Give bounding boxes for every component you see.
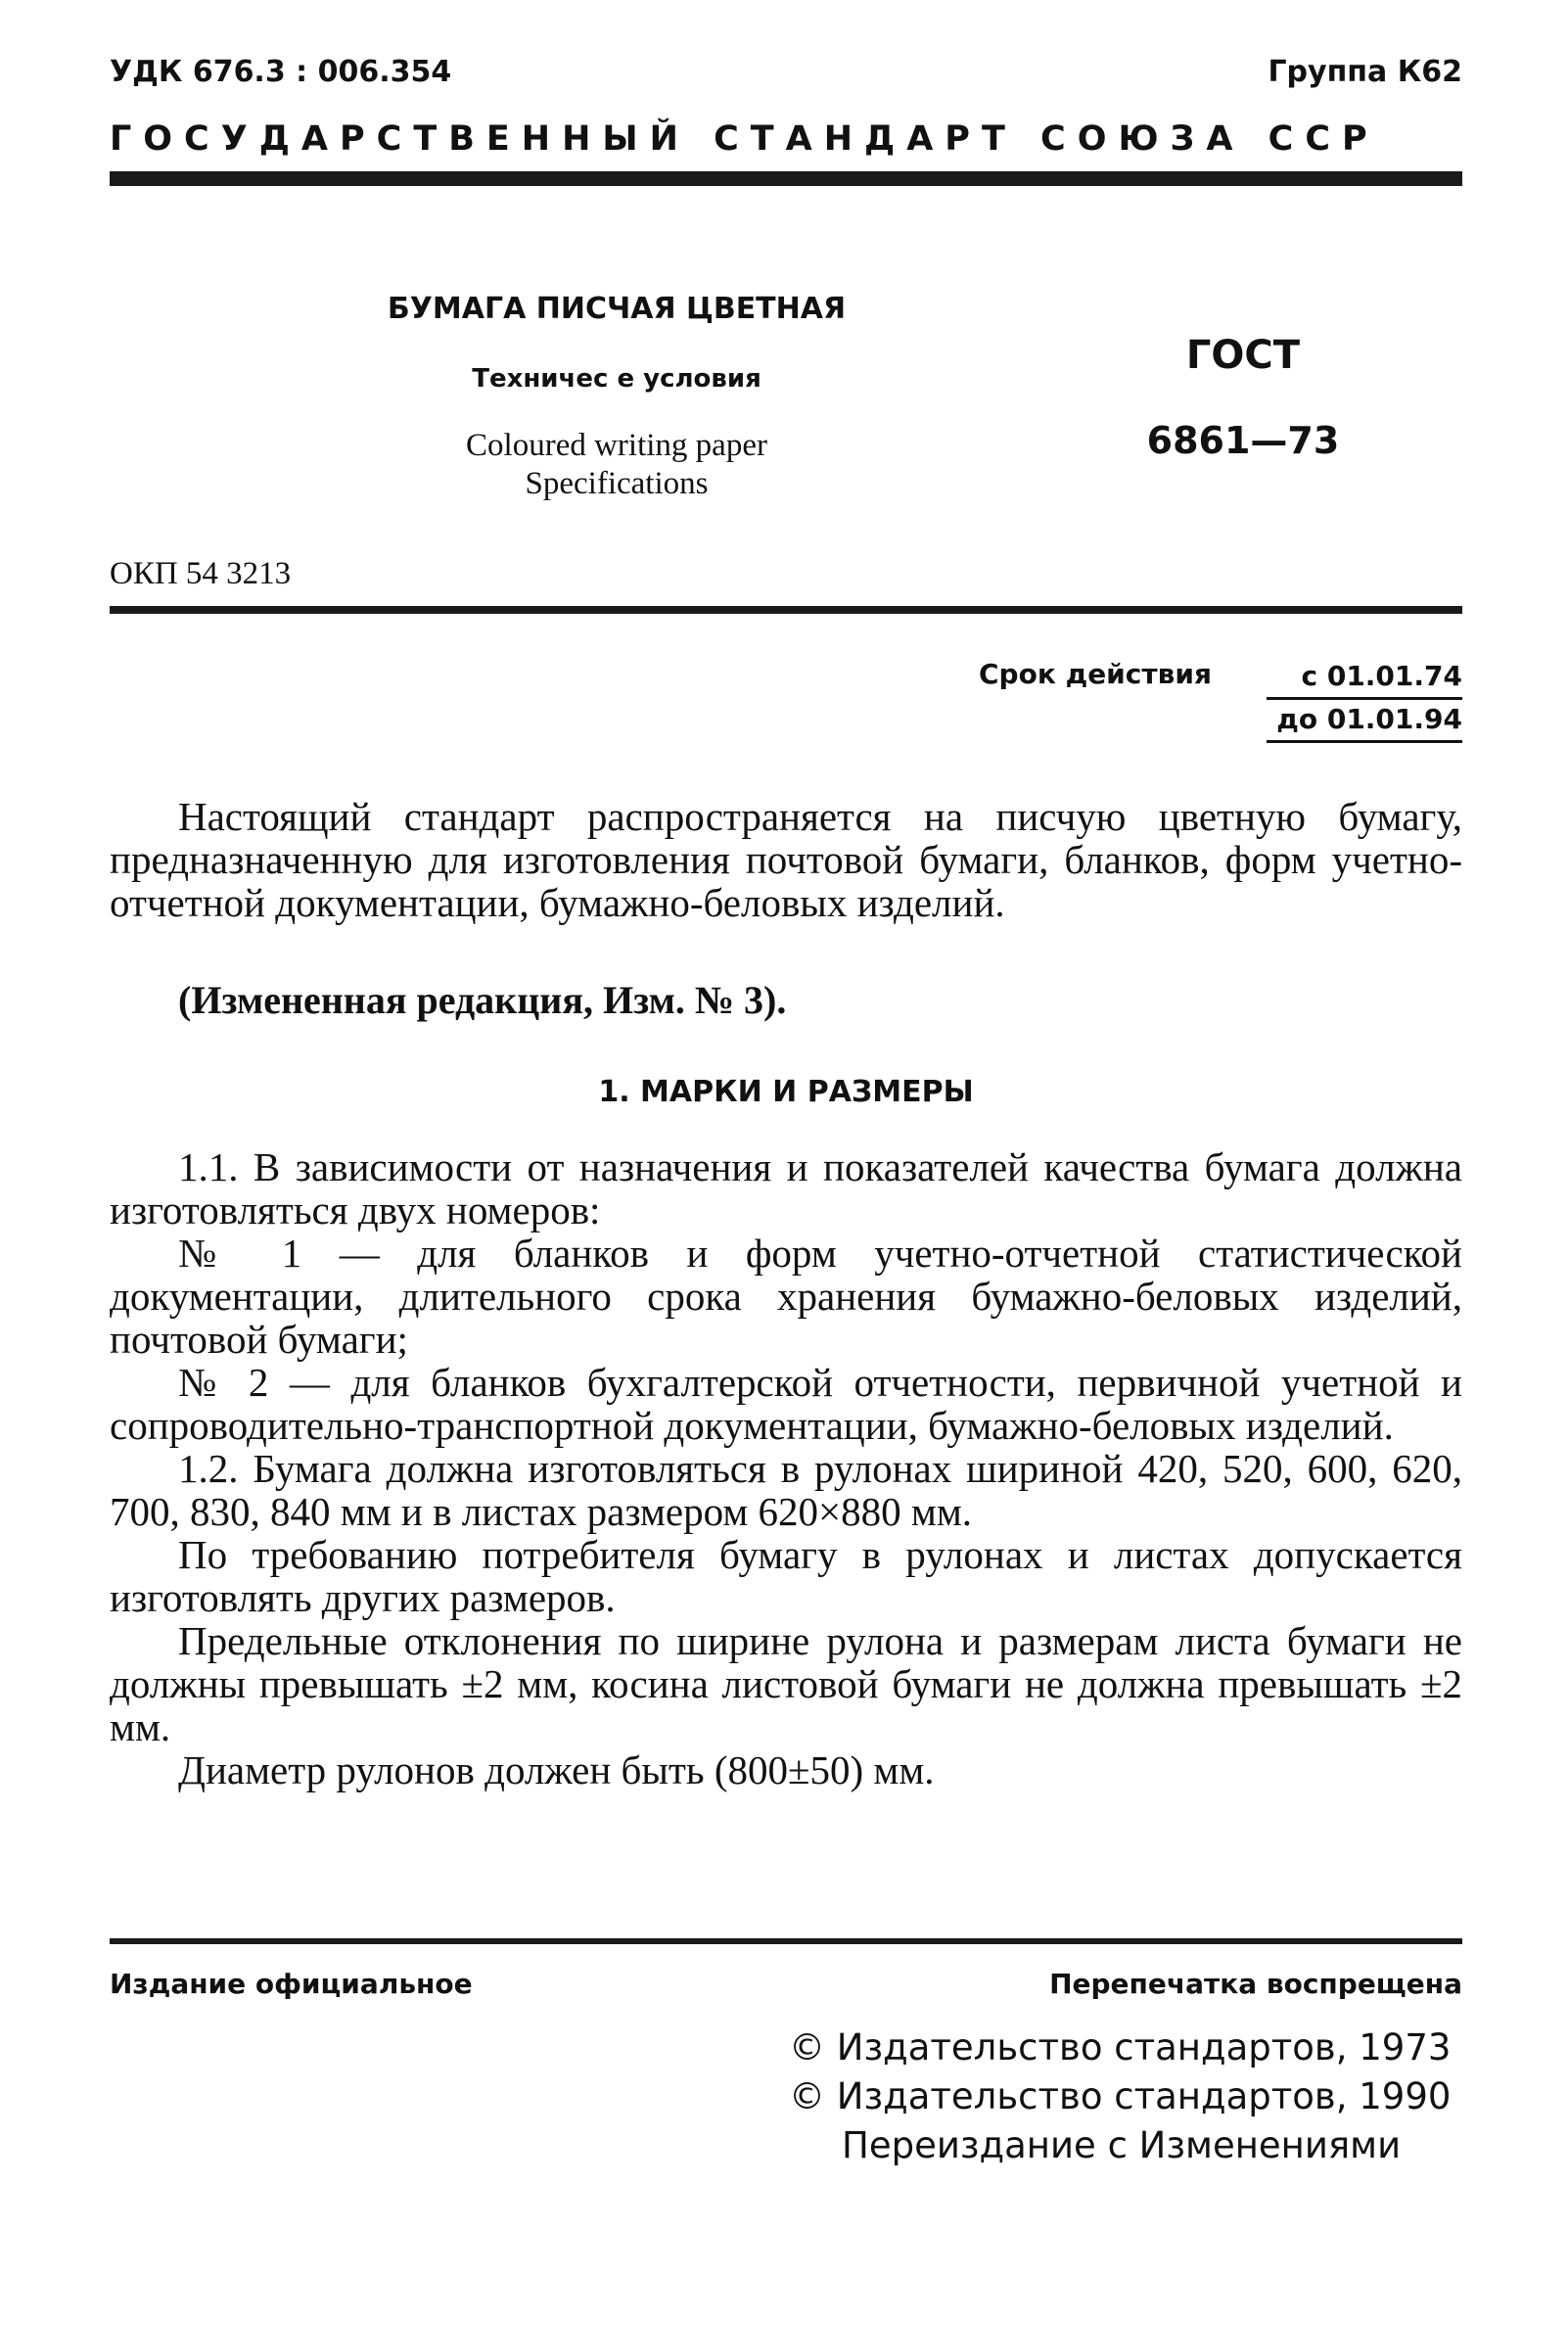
document-title: БУМАГА ПИСЧАЯ ЦВЕТНАЯ	[387, 292, 847, 326]
clause-paragraph: 1.2. Бумага должна изготовляться в рулонах шириной 420, 520, 600, 620, 700, 830, 840 мм и в листах размером 620×880 мм.	[110, 1446, 1462, 1534]
gost-label: ГОСТ	[1185, 333, 1301, 378]
group-code: Группа К62	[1268, 55, 1462, 89]
footer-rule	[110, 1938, 1462, 1944]
copyright-line: © Издательство стандартов, 1990	[789, 2075, 1452, 2117]
reprint-note: Перепечатка воспрещена	[1049, 1968, 1462, 2000]
intro-paragraph: Настоящий стандарт распространяется на писчую цветную бумагу, предназначенную для изготовления почтовой бумаги, бланков, форм учетно-отчетной документации, бумажно-беловых изделий.	[110, 794, 1462, 925]
document-subtitle: Техничес е условия	[472, 364, 761, 394]
validity-underline	[1267, 697, 1462, 700]
okp-code: ОКП 54 3213	[110, 556, 292, 591]
title-rule	[110, 606, 1462, 614]
clause-paragraph: № 2 — для бланков бухгалтерской отчетности, первичной учетной и сопроводительно-транспортной документации, бумажно-беловых изделий.	[110, 1360, 1462, 1448]
copyright-line: © Издательство стандартов, 1973	[789, 2026, 1452, 2069]
state-standard-banner: ГОСУДАРСТВЕННЫЙ СТАНДАРТ СОЮЗА ССР	[110, 119, 1379, 159]
reissue-note: Переиздание с Изменениями	[842, 2124, 1402, 2166]
clause-paragraph: Диаметр рулонов должен быть (800±50) мм.	[178, 1747, 935, 1792]
header-rule	[110, 171, 1462, 186]
edition-note: Издание официальное	[110, 1968, 473, 2000]
validity-from: с 01.01.74	[1301, 660, 1462, 692]
clause-paragraph: Предельные отклонения по ширине рулона и размерам листа бумаги не должны превышать ±2 мм, косина листовой бумаги не должна превышать ±2 мм.	[110, 1618, 1462, 1749]
validity-underline	[1267, 740, 1462, 743]
clause-paragraph: № 1 — для бланков и форм учетно-отчетной статистической документации, длительного срока хранения бумажно-беловых изделий, почтовой бумаги;	[110, 1231, 1462, 1362]
clause-paragraph: 1.1. В зависимости от назначения и показателей качества бумага должна изготовляться двух номеров:	[110, 1144, 1462, 1232]
english-title: Coloured writing paper	[466, 428, 767, 463]
amendment-note: (Измененная редакция, Изм. № 3).	[178, 978, 787, 1022]
udk-code: УДК 676.3 : 006.354	[110, 55, 452, 89]
clause-paragraph: По требованию потребителя бумагу в рулонах и листах допускается изготовлять других размеров.	[110, 1532, 1462, 1620]
section-body	[110, 1145, 1462, 1791]
validity-label: Срок действия	[979, 658, 1212, 690]
validity-to: до 01.01.94	[1276, 703, 1462, 735]
gost-number: 6861—73	[1146, 419, 1340, 462]
english-subtitle: Specifications	[525, 466, 709, 501]
section-heading: 1. МАРКИ И РАЗМЕРЫ	[598, 1075, 974, 1109]
